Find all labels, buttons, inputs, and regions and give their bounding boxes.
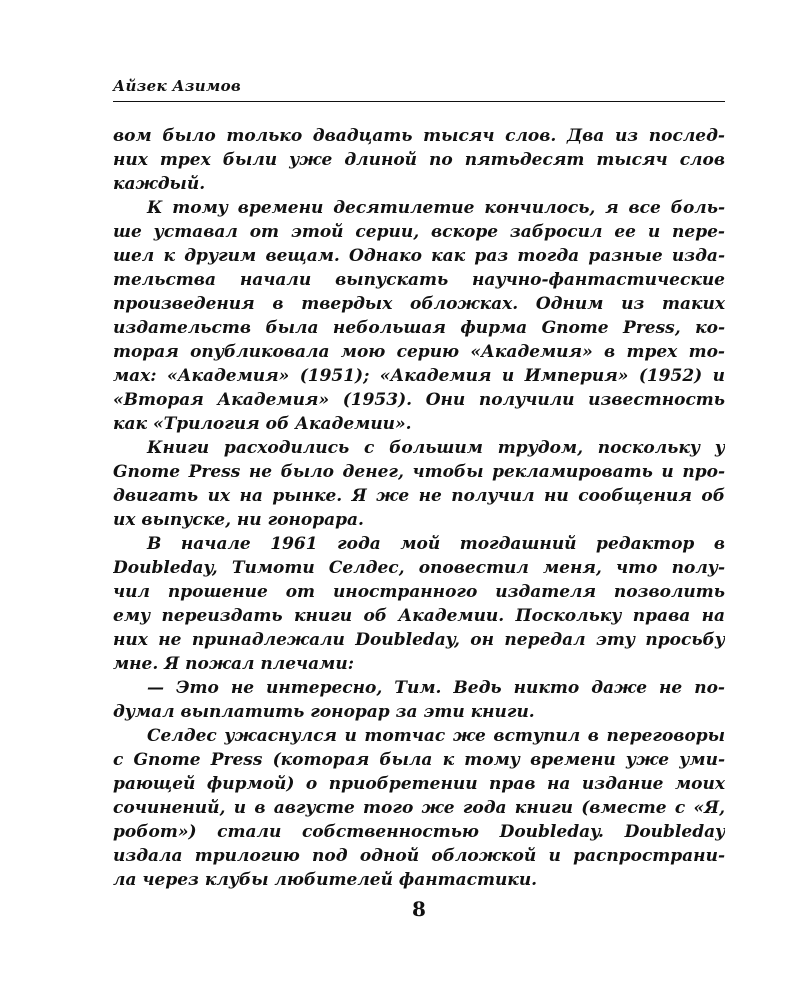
text-line: Doubleday, Тимоти Селдес, оповестил меня, что полу- <box>113 558 725 578</box>
text-line: издательств была небольшая фирма Gnome Press, ко- <box>113 318 725 338</box>
header-rule <box>113 101 725 102</box>
running-head-author: Айзек Азимов <box>113 77 242 95</box>
text-line: рающей фирмой) о приобретении прав на издание моих <box>113 774 725 794</box>
text-line: шел к другим вещам. Однако как раз тогда разные изда- <box>113 246 725 266</box>
text-line: издала трилогию под одной обложкой и распространи- <box>113 846 725 866</box>
text-line: мне. Я пожал плечами: <box>113 654 354 674</box>
text-line: как «Трилогия об Академии». <box>113 414 412 434</box>
text-line: них не принадлежали Doubleday, он передал эту просьбу <box>113 630 725 650</box>
text-line: двигать их на рынке. Я же не получил ни сообщения об <box>113 486 725 506</box>
text-line: ше уставал от этой серии, вскоре забросил ее и пере- <box>113 222 725 242</box>
text-line: каждый. <box>113 174 206 194</box>
text-line: тельства начали выпускать научно-фантастические <box>113 270 725 290</box>
text-line: сочинений, и в августе того же года книги (вместе с «Я, <box>113 798 725 818</box>
text-line: торая опубликовала мою серию «Академия» в трех то- <box>113 342 725 362</box>
text-line: чил прошение от иностранного издателя позволить <box>113 582 725 602</box>
text-line: вом было только двадцать тысяч слов. Два из послед- <box>113 126 725 146</box>
text-line: В начале 1961 года мой тогдашний редактор в <box>147 534 725 554</box>
text-line: Книги расходились с большим трудом, поскольку у <box>147 438 725 458</box>
text-line: К тому времени десятилетие кончилось, я все боль- <box>147 198 725 218</box>
text-line: — Это не интересно, Тим. Ведь никто даже не по- <box>147 678 725 698</box>
text-line: робот») стали собственностью Doubleday. Doubleday <box>113 822 725 842</box>
text-line: «Вторая Академия» (1953). Они получили известность <box>113 390 725 410</box>
text-line: них трех были уже длиной по пятьдесят тысяч слов <box>113 150 725 170</box>
text-line: Gnome Press не было денег, чтобы рекламировать и про- <box>113 462 725 482</box>
text-line: произведения в твердых обложках. Одним из таких <box>113 294 725 314</box>
text-line: их выпуске, ни гонорара. <box>113 510 364 530</box>
book-page <box>113 0 725 1000</box>
page-number: 8 <box>412 897 426 921</box>
text-line: Селдес ужаснулся и тотчас же вступил в переговоры <box>147 726 725 746</box>
text-line: думал выплатить гонорар за эти книги. <box>113 702 535 722</box>
text-line: ла через клубы любителей фантастики. <box>113 870 538 890</box>
text-line: с Gnome Press (которая была к тому времени уже уми- <box>113 750 725 770</box>
text-line: ему переиздать книги об Академии. Поскольку права на <box>113 606 725 626</box>
text-line: мах: «Академия» (1951); «Академия и Империя» (1952) и <box>113 366 725 386</box>
body-text <box>113 124 725 892</box>
